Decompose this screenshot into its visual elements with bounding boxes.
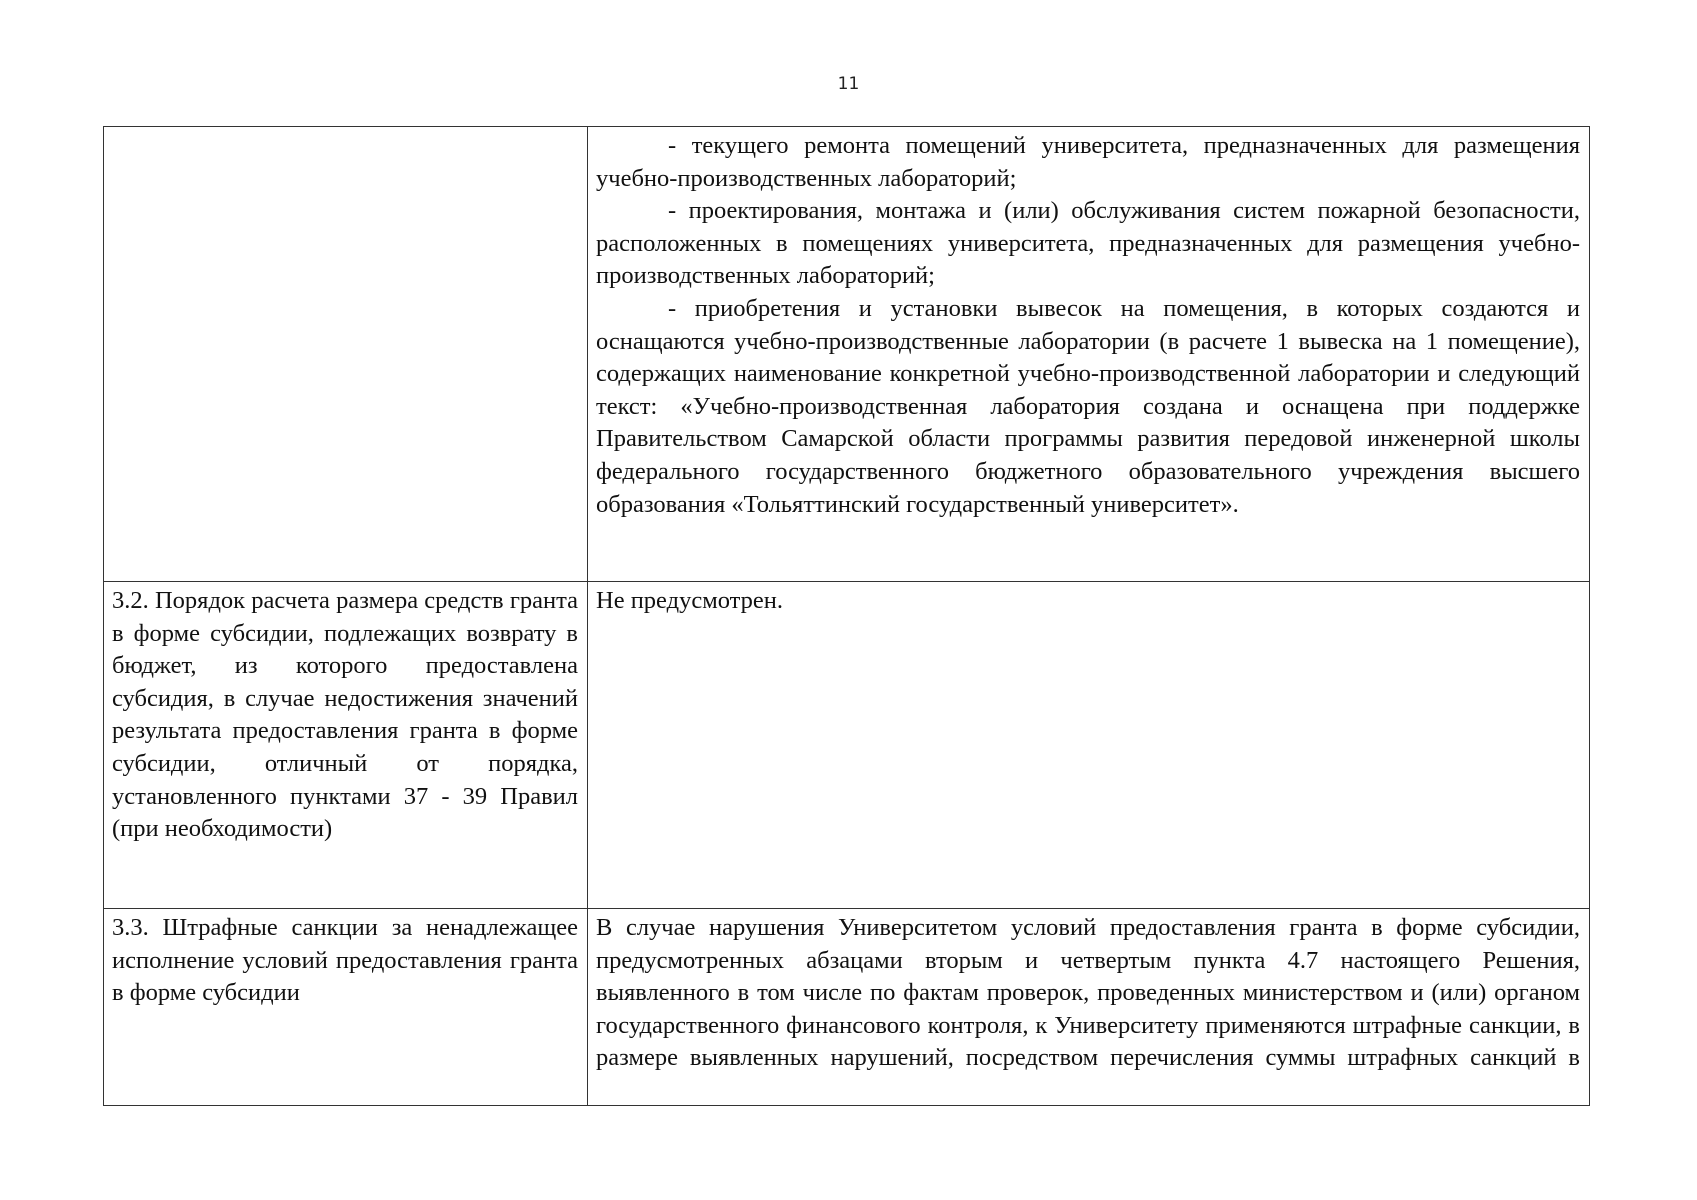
row2-left-text: 3.2. Порядок расчета размера средств гранта в форме субсидии, подлежащих возврату в бюджет, из которого предоставлена субсидия, в случае недостижения значений результата предоставления гранта в форме субсидии, отличный от порядка, установленного пунктами 37 - 39 Правил (при необходимости)	[112, 587, 578, 843]
row2-left-cell	[104, 582, 588, 909]
table-row	[104, 127, 1590, 582]
row1-left-cell	[104, 127, 588, 582]
row1-right-cell	[588, 127, 1590, 582]
row3-left-cell	[104, 909, 588, 1106]
paragraph-signs: - приобретения и установки вывесок на помещения, в которых создаются и оснащаются учебно-производственные лаборатории (в расчете 1 вывеска на 1 помещение), содержащих наименование конкретной учебно-производственной лаборатории и следующий текст: «Учебно-производственная лаборатория создана и оснащена при поддержке Правительством Самарской области программы развития передовой инженерной школы федерального государственного бюджетного образовательного учреждения высшего образования «Тольяттинский государственный университет».	[596, 294, 1580, 518]
paragraph-fire-safety: - проектирования, монтажа и (или) обслуживания систем пожарной безопасности, расположенных в помещениях университета, предназначенных для размещения учебно-производственных лабораторий;	[596, 197, 1580, 290]
row3-left-text: 3.3. Штрафные санкции за ненадлежащее исполнение условий предоставления гранта в форме субсидии	[112, 914, 578, 1007]
row2-right-text: Не предусмотрен.	[596, 587, 783, 614]
row2-right-cell	[588, 582, 1590, 909]
row3-right-text: В случае нарушения Университетом условий предоставления гранта в форме субсидии, предусмотренных абзацами вторым и четвертым пункта 4.7 настоящего Решения, выявленного в том числе по фактам проверок, проведенных министерством и (или) органом государственного финансового контроля, к Университету применяются штрафные санкции, в размере выявленных нарушений, посредством перечисления суммы штрафных санкций в	[596, 914, 1580, 1072]
content-table	[103, 126, 1590, 1106]
row3-right-cell	[588, 909, 1590, 1106]
table-row	[104, 909, 1590, 1106]
paragraph-repair: - текущего ремонта помещений университета, предназначенных для размещения учебно-производственных лабораторий;	[596, 132, 1580, 192]
page-number: 11	[837, 74, 860, 94]
table-row	[104, 582, 1590, 909]
